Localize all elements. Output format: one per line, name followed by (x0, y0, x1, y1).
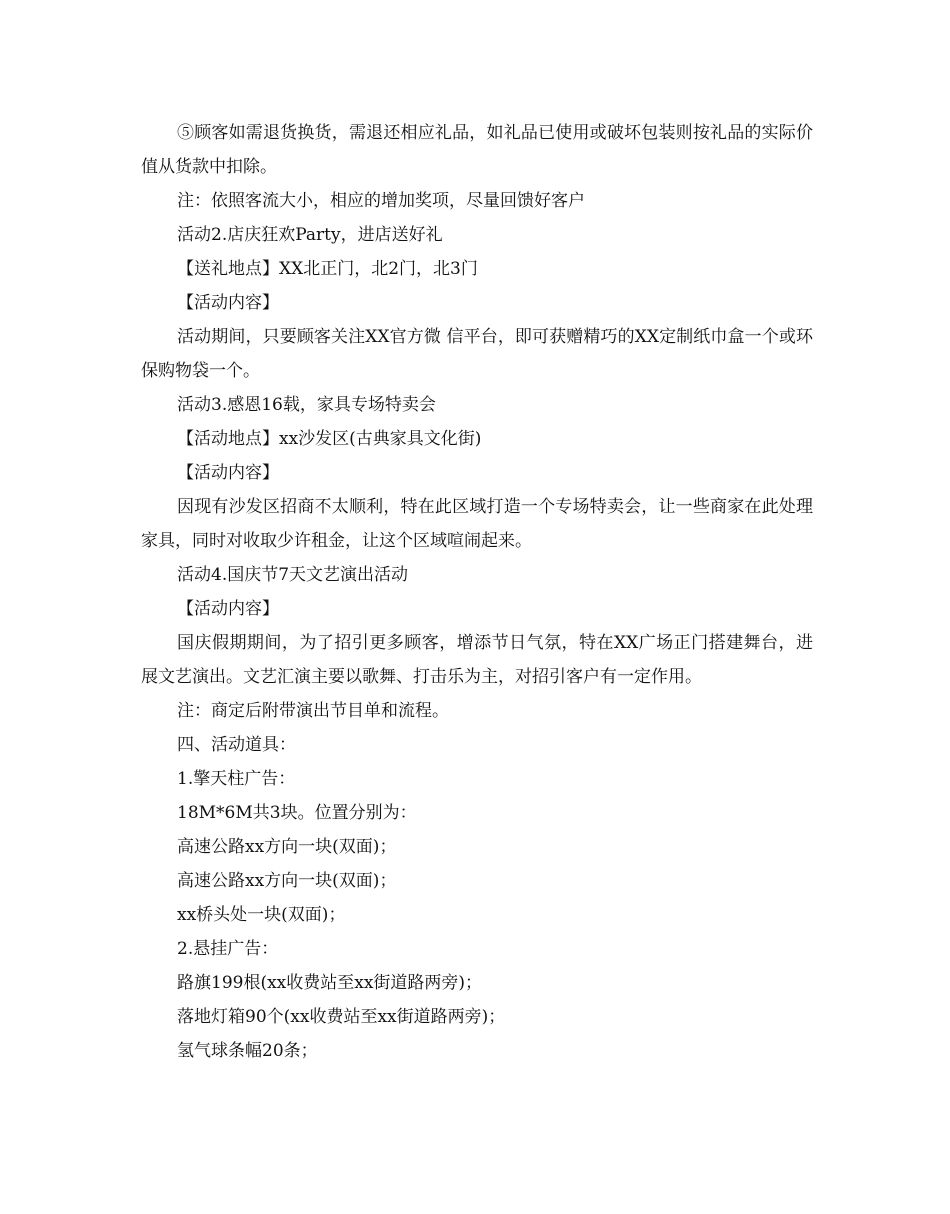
paragraph-activity-content-heading: 【活动内容】 (177, 293, 279, 313)
paragraph-activity-content-heading: 【活动内容】 (177, 599, 279, 619)
list-item: 路旗199根(xx收费站至xx街道路两旁)； (177, 973, 483, 993)
list-item: 高速公路xx方向一块(双面)； (177, 871, 397, 891)
paragraph-activity-content-heading: 【活动内容】 (177, 463, 279, 483)
paragraph-activity-2-content: 活动期间，只要顾客关注XX官方微 信平台，即可获赠精巧的XX定制纸巾盒一个或环保购物袋一个。 (141, 327, 813, 381)
list-item: 落地灯箱90个(xx收费站至xx街道路两旁)； (177, 1007, 506, 1027)
paragraph-activity-location: 【活动地点】xx沙发区(古典家具文化街) (177, 429, 482, 449)
section-heading-props: 四、活动道具： (177, 735, 296, 755)
paragraph-activity-4-content: 国庆假期期间，为了招引更多顾客，增添节日气氛，特在XX广场正门搭建舞台，进展文艺演出。文艺汇演主要以歌舞、打击乐为主，对招引客户有一定作用。 (141, 633, 813, 687)
document-body (141, 116, 813, 1068)
paragraph-note-program: 注：商定后附带演出节目单和流程。 (177, 701, 449, 721)
paragraph-activity-3-content: 因现有沙发区招商不太顺利，特在此区域打造一个专场特卖会，让一些商家在此处理家具，同时对收取少许租金，让这个区域喧闹起来。 (141, 497, 813, 551)
paragraph-gift-location: 【送礼地点】XX北正门，北2门，北3门 (177, 259, 478, 279)
paragraph-activity-2-title: 活动2.店庆狂欢Party，进店送好礼 (177, 225, 443, 245)
paragraph-activity-3-title: 活动3.感恩16载，家具专场特卖会 (177, 395, 436, 415)
paragraph-note-prizes: 注：依照客流大小，相应的增加奖项，尽量回馈好客户 (177, 191, 585, 211)
list-heading-pillar-ads: 1.擎天柱广告： (177, 769, 296, 789)
paragraph-return-policy: ⑤顾客如需退货换货，需退还相应礼品，如礼品已使用或破坏包装则按礼品的实际价值从货款中扣除。 (141, 123, 813, 177)
list-heading-hanging-ads: 2.悬挂广告： (177, 939, 279, 959)
list-item: 18M*6M共3块。位置分别为： (177, 803, 417, 823)
list-item: xx桥头处一块(双面)； (177, 905, 346, 925)
list-item: 氢气球条幅20条； (177, 1041, 318, 1061)
list-item: 高速公路xx方向一块(双面)； (177, 837, 397, 857)
paragraph-activity-4-title: 活动4.国庆节7天文艺演出活动 (177, 565, 409, 585)
